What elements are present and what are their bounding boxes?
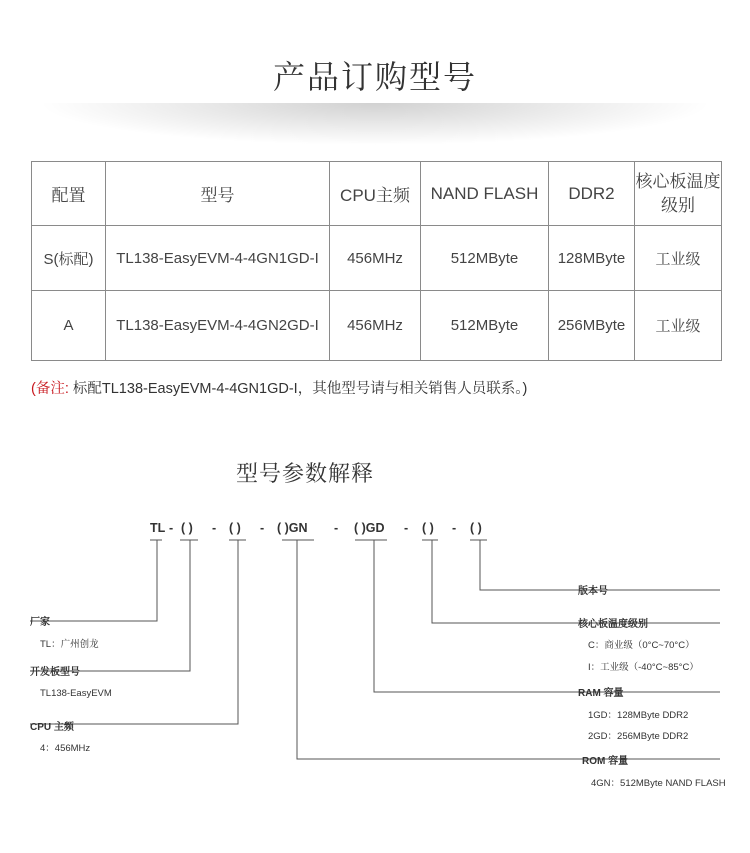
table-cell: 456MHz [330, 226, 421, 291]
header-cell: NAND FLASH [421, 162, 549, 226]
ram-value: 2GD：256MByte DDR2 [588, 731, 689, 742]
rom-value: 4GN：512MByte NAND FLASH [591, 778, 726, 789]
table-cell: 456MHz [330, 291, 421, 361]
board-model-label: 开发板型号 [30, 667, 80, 678]
code-separator: - [212, 521, 217, 535]
code-slot: ( )GD [354, 521, 385, 535]
ram-value: 1GD：128MByte DDR2 [588, 710, 689, 721]
code-slot: ( ) [422, 521, 434, 535]
manufacturer-value: TL：广州创龙 [40, 639, 99, 650]
model-code [150, 521, 482, 535]
table-cell: 128MByte [549, 226, 635, 291]
section-subtitle: 型号参数解释 [236, 461, 375, 486]
header-cell: 型号 [106, 162, 330, 226]
version-label: 版本号 [578, 586, 608, 597]
code-separator: - [334, 521, 339, 535]
header-cell: 核心板温度级别 [635, 162, 722, 226]
board-model-value: TL138-EasyEVM [40, 688, 112, 699]
note-label: (备注: [31, 381, 69, 397]
cpu-value: 4：456MHz [40, 743, 91, 754]
code-separator: - [404, 521, 409, 535]
note-text: 标配TL138-EasyEVM-4-4GN1GD-I，其他型号请与相关销售人员联系。) [72, 381, 528, 397]
code-slot: ( ) [470, 521, 482, 535]
rom-label: ROM 容量 [582, 756, 629, 767]
right-params [577, 584, 726, 789]
code-separator: - [260, 521, 265, 535]
header-cell: 配置 [32, 162, 106, 226]
header-cell: DDR2 [549, 162, 635, 226]
code-prefix: TL [150, 521, 166, 535]
code-separator: - [452, 521, 457, 535]
code-separator: - [169, 521, 174, 535]
page-title: 产品订购型号 [272, 59, 477, 95]
manufacturer-label: 厂家 [30, 617, 50, 628]
table-cell: S(标配) [32, 226, 106, 291]
temp-value: C：商业级（0°C~70°C） [588, 640, 695, 651]
header-cell: CPU主频 [330, 162, 421, 226]
code-slot: ( ) [181, 521, 193, 535]
table-cell: 512MByte [421, 291, 549, 361]
table-cell: TL138-EasyEVM-4-4GN2GD-I [106, 291, 330, 361]
table-cell: A [32, 291, 106, 361]
table-cell: 512MByte [421, 226, 549, 291]
cpu-label: CPU 主频 [30, 722, 74, 733]
code-slot: ( )GN [277, 521, 308, 535]
table-cell: TL138-EasyEVM-4-4GN1GD-I [106, 226, 330, 291]
temp-value: I：工业级（-40°C~85°C） [588, 662, 699, 673]
code-slot: ( ) [229, 521, 241, 535]
left-params [30, 615, 112, 754]
temp-label: 核心板温度级别 [578, 619, 648, 630]
ram-label: RAM 容量 [578, 688, 624, 699]
table-cell: 工业级 [635, 226, 722, 291]
table-cell: 256MByte [549, 291, 635, 361]
table-cell: 工业级 [635, 291, 722, 361]
